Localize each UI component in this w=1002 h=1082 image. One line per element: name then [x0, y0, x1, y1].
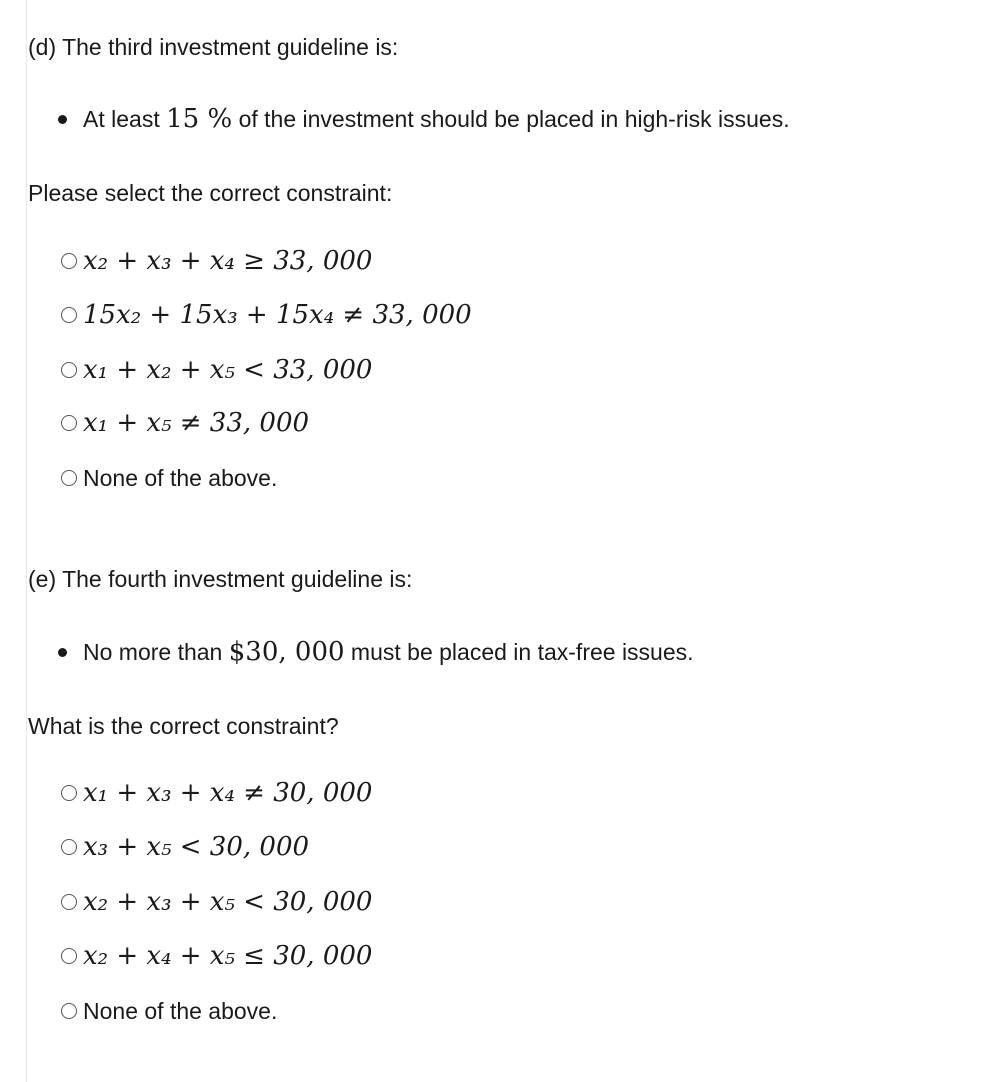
- bullet-icon: [58, 115, 67, 124]
- part-d-prompt-block: [28, 178, 988, 208]
- radio-button-icon[interactable]: [61, 307, 77, 323]
- radio-button-icon[interactable]: [61, 785, 77, 801]
- radio-button-icon[interactable]: [61, 415, 77, 431]
- part-d-option-3[interactable]: [61, 353, 372, 387]
- part-e-option-1-label: x₁ + x₃ + x₄ ≠ 30, 000: [83, 778, 373, 808]
- part-d-option-4-label: x₁ + x₅ ≠ 33, 000: [83, 408, 310, 438]
- radio-button-icon[interactable]: [61, 948, 77, 964]
- part-e-heading: (e) The fourth investment guideline is:: [28, 566, 413, 592]
- part-d-guideline: [28, 104, 988, 134]
- part-d-guideline-math: 15 %: [166, 104, 233, 134]
- part-e-guideline-suffix: must be placed in tax-free issues.: [350, 639, 694, 665]
- part-d-option-5-label: None of the above.: [83, 464, 278, 491]
- part-e-option-5-label: None of the above.: [83, 997, 278, 1024]
- part-e-guideline-math: $30, 000: [228, 637, 345, 667]
- part-d-option-5[interactable]: [61, 461, 277, 495]
- part-e-prompt-block: [28, 711, 988, 741]
- part-e-guideline-prefix: No more than: [83, 639, 229, 665]
- part-d-option-1[interactable]: [61, 244, 372, 278]
- part-d-heading-block: [28, 32, 988, 62]
- radio-button-icon[interactable]: [61, 894, 77, 910]
- radio-button-icon[interactable]: [61, 362, 77, 378]
- radio-button-icon[interactable]: [61, 470, 77, 486]
- radio-button-icon[interactable]: [61, 839, 77, 855]
- part-e-option-3-label: x₂ + x₃ + x₅ < 30, 000: [83, 887, 373, 917]
- bullet-icon: [58, 648, 67, 657]
- part-e-option-4-label: x₂ + x₄ + x₅ ≤ 30, 000: [83, 941, 373, 971]
- part-e-option-2-label: x₃ + x₅ < 30, 000: [83, 832, 310, 862]
- part-e-option-2[interactable]: [61, 830, 309, 864]
- part-d-option-1-label: x₂ + x₃ + x₄ ≥ 33, 000: [83, 246, 373, 276]
- part-d-guideline-suffix: of the investment should be placed in high-risk issues.: [238, 106, 790, 132]
- part-d-option-3-label: x₁ + x₂ + x₅ < 33, 000: [83, 355, 373, 385]
- part-d-guideline-prefix: At least: [83, 106, 167, 132]
- part-d-guideline-item: [28, 104, 988, 134]
- part-d-heading: (d) The third investment guideline is:: [28, 34, 399, 60]
- part-e-option-3[interactable]: [61, 885, 372, 919]
- part-e-option-1[interactable]: [61, 776, 372, 810]
- part-e-guideline: [28, 637, 988, 667]
- part-e-prompt: What is the correct constraint?: [28, 713, 339, 739]
- part-e-heading-block: [28, 564, 988, 594]
- part-d-option-2-label: 15x₂ + 15x₃ + 15x₄ ≠ 33, 000: [83, 300, 472, 330]
- part-e-option-5[interactable]: [61, 994, 277, 1028]
- radio-button-icon[interactable]: [61, 253, 77, 269]
- part-d-prompt: Please select the correct constraint:: [28, 180, 393, 206]
- part-e-guideline-item: [28, 637, 988, 667]
- part-e-option-4[interactable]: [61, 939, 372, 973]
- part-d-option-2[interactable]: [61, 298, 472, 332]
- radio-button-icon[interactable]: [61, 1003, 77, 1019]
- part-d-option-4[interactable]: [61, 406, 309, 440]
- content-left-border: [26, 0, 27, 1082]
